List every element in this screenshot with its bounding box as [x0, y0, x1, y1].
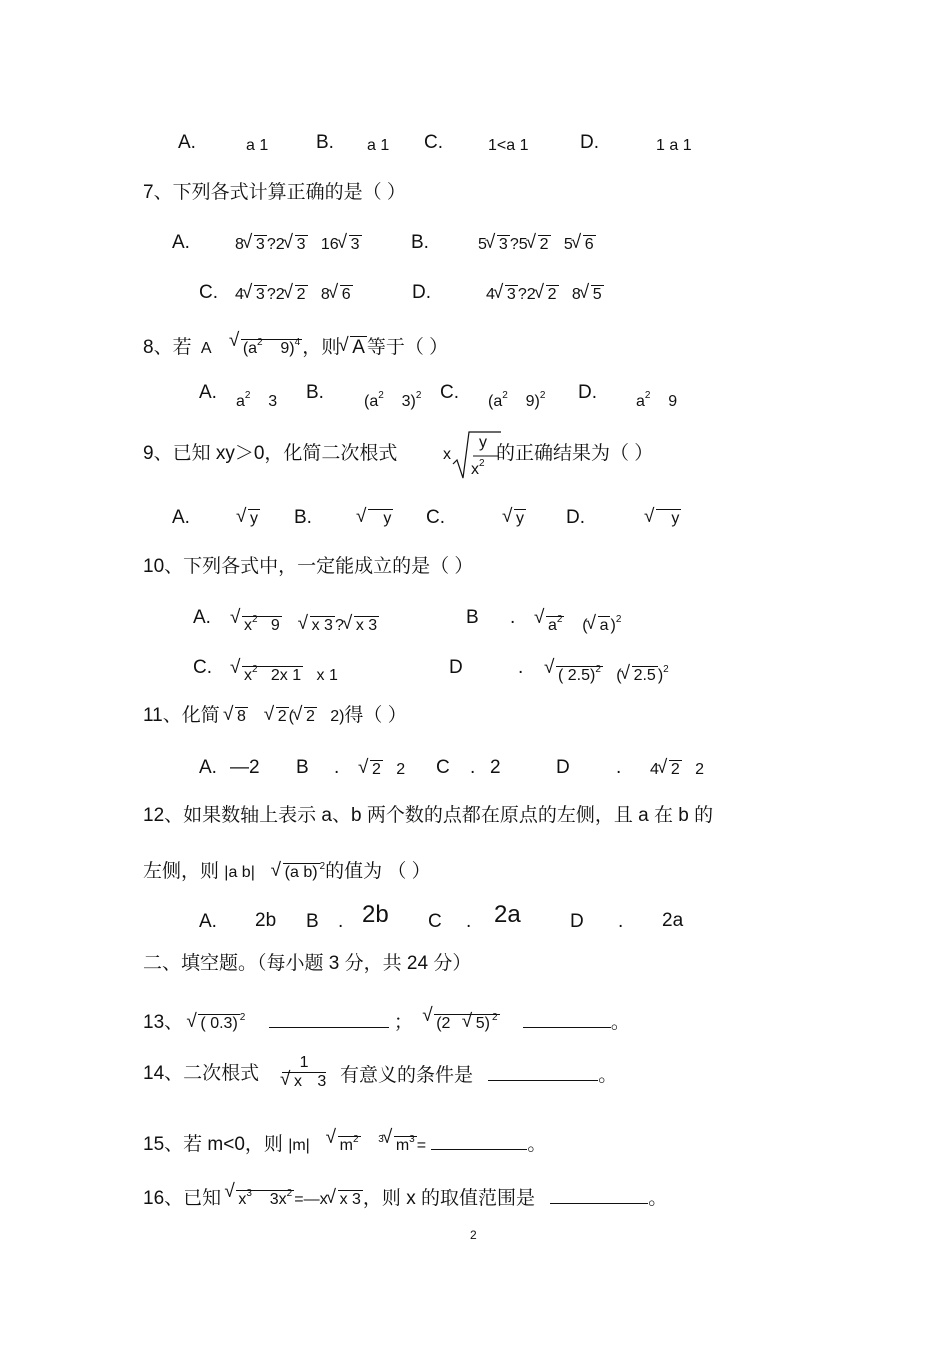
q13-blank-2[interactable]	[523, 1009, 611, 1028]
q11-stem: 11、化简 √ 8 √ 2 (√ 2 2)得（ ）	[143, 704, 407, 729]
q12-option-d-label: D	[570, 911, 584, 932]
q9-option-b-expr: √ y	[358, 507, 393, 531]
q7-stem: 7、下列各式计算正确的是（ ）	[143, 182, 406, 203]
q7-option-b-label: B.	[411, 232, 429, 253]
q12-option-d-dot: .	[618, 911, 624, 932]
q9-stem: 9、已知 xy＞0，化简二次根式	[143, 443, 398, 464]
q11-option-d-expr: 4√ 2 2	[650, 758, 704, 782]
q13: 13、 √ ( 0.3) $^2$ ； √ (2 √ 5) $^2$ 。	[143, 1006, 630, 1036]
q10-option-a-label: A.	[193, 607, 211, 628]
q10-option-d-dot: .	[518, 657, 524, 678]
q14: 14、二次根式	[143, 1063, 260, 1084]
document-page: A. a 1 B. a 1 C. 1<a 1 D. 1 a 1 7、下列各式计算正确的是（ ） A. 8√ 3 ?2√ 3 16√ 3 B. 5√ 3 ?5√ 2 5√ 6 C. 4√ 3 ?2√ 2 8√ 6 D. 4√ 3 ?2√ 2 8√ 5 8、若 A √ ($a^2$ 9)$^4$ ，则√ A 等于（ ） A. $a^2$ 3 B. ($a^2$ 3)$^2$ C. ($a^2$ 9)$^2$ D. $a^2$ 9 9、已知 xy＞0，化简二次根式 x y $x^2$ 的正确结果为（ ） A. √ y B. √ y C. √ y D. √ y 10、下列各式中，一定能成立的是（ ） A. √ $x^2$ 9 √ x 3 ?√ x 3 B . √ $a^2$ (√ a )$^2$ C. √ $x^2$ 2x 1 x 1 D . √ ( 2.5)$^2$ (√ 2.5 )$^2$ 11、化简 √ 8 √ 2 (√ 2 2)得（ ） A. —2 B . √ 2 2 C . 2 D . 4√ 2 2 12、如果数轴上表示 a、b 两个数的点都在原点的左侧，且 a 在 b 的 左侧，则 |a b| √ (a b) $^2$的值为 （ ） A. 2b B . 2b C . 2a D . 2a 二、填空题。（每小题 3 分，共 24 分） 13、 √ ( 0.3) $^2$ ； √ (2 √ 5) $^2$ 。 14、二次根式 1 √ x 3 有意义的条件是 。 15、若 m<0，则 |m| √ $m^2$ $^3$√ $m^3$ = 。 16、已知 √ $x^3$ $3x^2$ =—x√ x 3 ，则 x 的取值范围是 。 2	[0, 0, 950, 1345]
q12-option-a-label: A.	[199, 911, 217, 932]
q12-stem-line2: 左侧，则 |a b| √ (a b) $^2$的值为 （ ）	[143, 855, 431, 885]
q9-option-d-expr: √ y	[646, 507, 681, 531]
q8-stem: 8、若 A √ ($a^2$ 9)$^4$ ，则√ A 等于（ ）	[143, 331, 448, 361]
q9-option-a-label: A.	[172, 507, 190, 528]
q6-option-b-expr: a 1	[367, 137, 390, 154]
q11-option-b-dot: .	[334, 757, 340, 778]
q12-option-c-label: C	[428, 911, 442, 932]
q6-option-c-expr: 1<a 1	[488, 137, 529, 154]
q6-option-a-label: A.	[178, 132, 196, 153]
q10-option-b-expr: √ $a^2$ (√ a )$^2$	[536, 608, 621, 638]
q11-option-c-value: 2	[490, 757, 501, 778]
q10-option-b-label: B	[466, 607, 479, 628]
q10-option-d-expr: √ ( 2.5)$^2$ (√ 2.5 )$^2$	[546, 658, 669, 688]
q12-option-b-dot: .	[338, 911, 344, 932]
q8-option-c-expr: ($a^2$ 9)$^2$	[488, 390, 546, 410]
q10-option-b-dot: .	[510, 607, 516, 628]
page-number: 2	[470, 1228, 477, 1242]
q7-option-a-expr: 8√ 3 ?2√ 3 16√ 3	[235, 233, 362, 257]
q12-option-a-value: 2b	[255, 910, 277, 931]
q11-option-a-value: —2	[230, 757, 260, 778]
q16: 16、已知 √ $x^3$ $3x^2$ =—x√ x 3 ，则 x 的取值范围是 。	[143, 1182, 667, 1212]
q7-option-d-label: D.	[412, 282, 431, 303]
q12-option-d-value: 2a	[662, 910, 684, 931]
q11-option-c-dot: .	[470, 757, 476, 778]
q14-post: 有意义的条件是 。	[340, 1062, 617, 1088]
q12-option-b-value: 2b	[362, 901, 389, 928]
q11-option-c-label: C	[436, 757, 450, 778]
q7-option-b-expr: 5√ 3 ?5√ 2 5√ 6	[478, 233, 596, 257]
q11-option-a-label: A.	[199, 757, 217, 778]
q11-option-d-dot: .	[616, 757, 622, 778]
q14-fraction	[282, 1054, 326, 1091]
q15: 15、若 m<0，则 |m| √ $m^2$ $^3$√ $m^3$ = 。	[143, 1128, 546, 1158]
q11-option-d-label: D	[556, 757, 570, 778]
q10-option-a-expr: √ $x^2$ 9 √ x 3 ?√ x 3	[232, 608, 379, 638]
q8-option-d-label: D.	[578, 382, 597, 403]
q14-denominator: √ x 3	[282, 1073, 326, 1091]
q12-stem-line1: 12、如果数轴上表示 a、b 两个数的点都在原点的左侧，且 a 在 b 的	[143, 805, 714, 826]
q15-blank[interactable]	[431, 1131, 527, 1150]
q6-option-c-label: C.	[424, 132, 443, 153]
q9-stem-post: 的正确结果为（ ）	[496, 443, 654, 464]
q10-option-c-expr: √ $x^2$ 2x 1 x 1	[232, 658, 338, 688]
q8-option-b-expr: ($a^2$ 3)$^2$	[364, 390, 422, 410]
q11-option-b-expr: √ 2 2	[360, 758, 405, 782]
q9-option-c-expr: √ y	[504, 507, 526, 531]
q11-option-b-label: B	[296, 757, 309, 778]
q14-blank[interactable]	[488, 1062, 598, 1081]
q10-stem: 10、下列各式中，一定能成立的是（ ）	[143, 556, 474, 577]
q8-option-a-label: A.	[199, 382, 217, 403]
q7-option-c-expr: 4√ 3 ?2√ 2 8√ 6	[235, 283, 353, 307]
q12-option-c-dot: .	[466, 911, 472, 932]
q7-option-c-label: C.	[199, 282, 218, 303]
q16-blank[interactable]	[550, 1185, 648, 1204]
q9-option-a-expr: √ y	[238, 507, 260, 531]
q9-option-d-label: D.	[566, 507, 585, 528]
q14-numerator: 1	[282, 1054, 326, 1073]
q13-blank-1[interactable]	[269, 1009, 389, 1028]
q10-option-d-label: D	[449, 657, 463, 678]
q9-option-b-label: B.	[294, 507, 312, 528]
q10-option-c-label: C.	[193, 657, 212, 678]
q9-option-c-label: C.	[426, 507, 445, 528]
q8-option-a-expr: $a^2$ 3	[236, 390, 278, 410]
q6-option-b-label: B.	[316, 132, 334, 153]
q7-option-a-label: A.	[172, 232, 190, 253]
q8-option-b-label: B.	[306, 382, 324, 403]
q12-option-c-value: 2a	[494, 901, 521, 928]
q8-option-d-expr: $a^2$ 9	[636, 390, 678, 410]
q6-option-d-expr: 1 a 1	[656, 137, 692, 154]
q7-option-d-expr: 4√ 3 ?2√ 2 8√ 5	[486, 283, 604, 307]
q12-option-b-label: B	[306, 911, 319, 932]
q8-option-c-label: C.	[440, 382, 459, 403]
q6-option-a-expr: a 1	[246, 137, 269, 154]
section-fill-in-blank-title: 二、填空题。（每小题 3 分，共 24 分）	[143, 953, 472, 974]
q6-option-d-label: D.	[580, 132, 599, 153]
